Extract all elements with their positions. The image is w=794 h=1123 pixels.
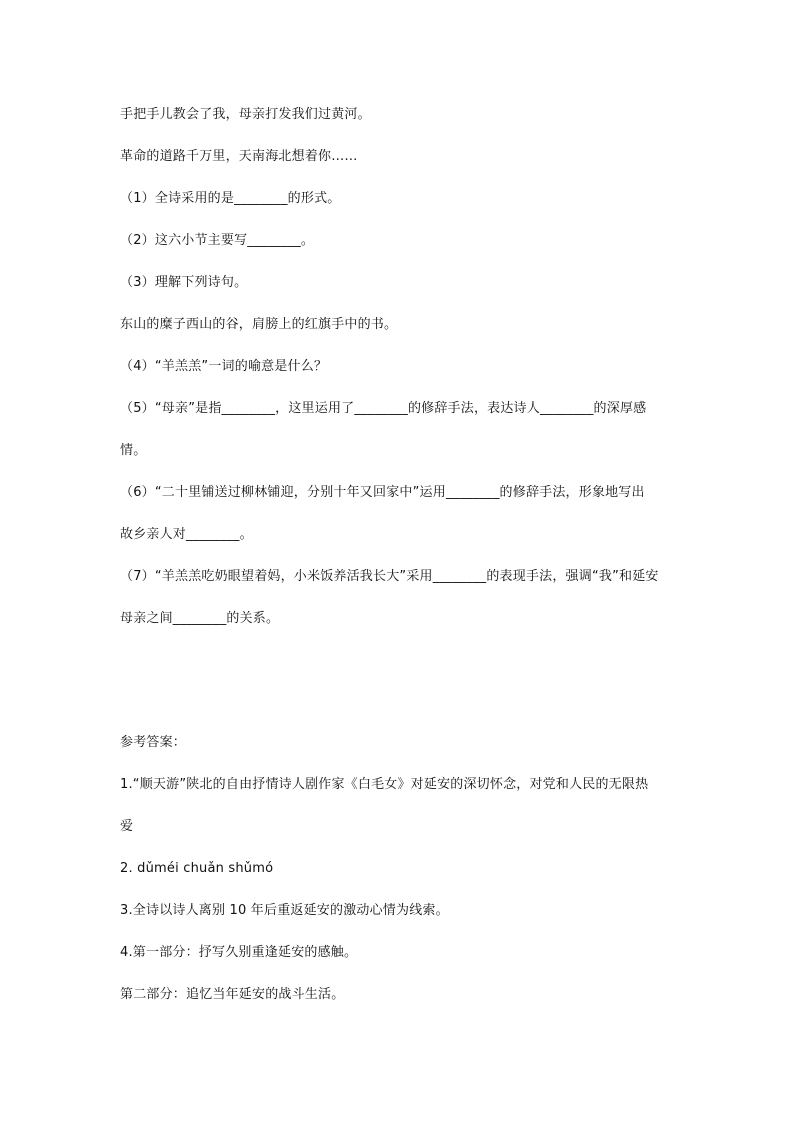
question-2: （2）这六小节主要写________。 [120, 233, 315, 248]
question-7: （7）“羊羔羔吃奶眼望着妈，小米饭养活我长大”采用________的表现手法，强调“我”和延安 [120, 569, 659, 584]
question-7-continuation: 母亲之间________的关系。 [120, 611, 280, 626]
question-3: （3）理解下列诗句。 [120, 275, 248, 290]
question-5: （5）“母亲”是指________，这里运用了________的修辞手法，表达诗人________的深厚感 [120, 401, 647, 416]
answers-heading: 参考答案： [120, 735, 187, 750]
question-5-continuation: 情。 [120, 443, 147, 458]
answer-1: 1.“顺天游”陕北的自由抒情诗人剧作家《白毛女》对延安的深切怀念，对党和人民的无限热 [120, 777, 649, 792]
question-6-continuation: 故乡亲人对________。 [120, 527, 253, 542]
answer-2: 2. dǔméi chuǎn shǔmó [120, 861, 274, 876]
answer-3: 3.全诗以诗人离别 10 年后重返延安的激动心情为线索。 [120, 903, 449, 918]
poem-line-2: 革命的道路千万里，天南海北想着你…… [120, 149, 358, 164]
question-4: （4）“羊羔羔”一词的喻意是什么？ [120, 359, 328, 374]
question-1: （1）全诗采用的是________的形式。 [120, 191, 341, 206]
answer-1-continuation: 爱 [120, 819, 134, 834]
answer-4: 4.第一部分：抒写久别重逢延安的感触。 [120, 945, 358, 960]
poem-quote: 东山的糜子西山的谷，肩膀上的红旗手中的书。 [120, 317, 398, 332]
question-6: （6）“二十里铺送过柳林铺迎，分别十年又回家中”运用________的修辞手法，形象地写出 [120, 485, 645, 500]
poem-line-1: 手把手儿教会了我，母亲打发我们过黄河。 [120, 107, 371, 122]
answer-4-part-2: 第二部分：追忆当年延安的战斗生活。 [120, 987, 345, 1002]
